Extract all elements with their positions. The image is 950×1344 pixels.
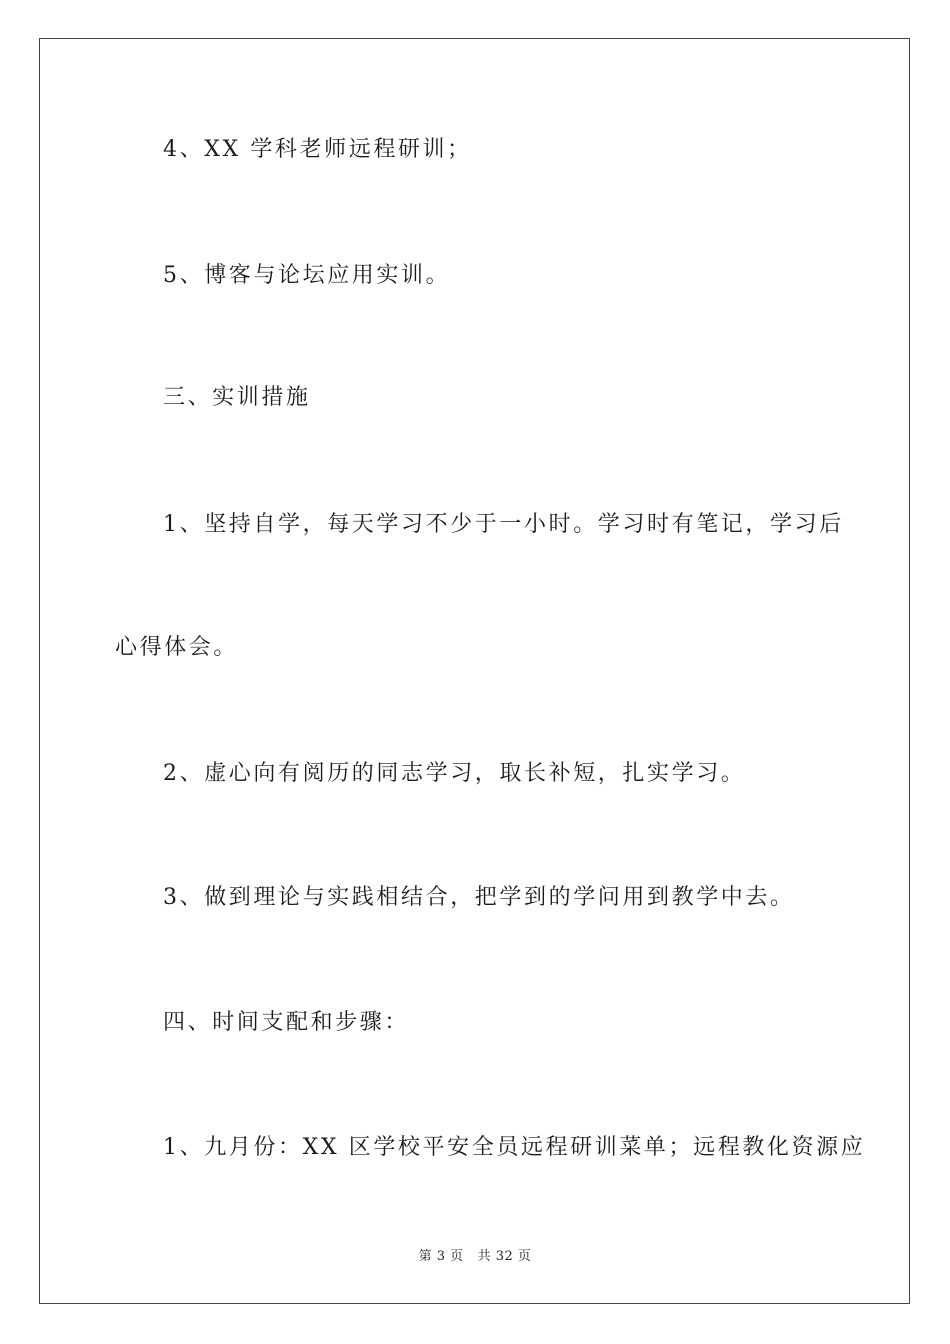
measure-item-3: 3、做到理论与实践相结合，把学到的学问用到教学中去。 (163, 885, 795, 910)
measure-item-1-line-1: 1、坚持自学，每天学习不少于一小时。学习时有笔记，学习后 (163, 512, 844, 537)
section-heading-4: 四、时间支配和步骤： (163, 1010, 410, 1035)
page-footer (0, 1248, 950, 1266)
list-item-5: 5、博客与论坛应用实训。 (163, 263, 451, 288)
list-item-4: 4、XX 学科老师远程研训； (163, 137, 472, 162)
section-heading-3: 三、实训措施 (163, 385, 311, 410)
page-number: 第 3 页 (418, 1249, 464, 1264)
measure-item-1-line-2: 心得体会。 (115, 635, 239, 660)
page-total: 共 32 页 (477, 1249, 532, 1264)
page-frame (39, 38, 910, 1304)
schedule-item-1: 1、九月份：XX 区学校平安全员远程研训菜单；远程教化资源应 (163, 1135, 866, 1160)
measure-item-2: 2、虚心向有阅历的同志学习，取长补短，扎实学习。 (163, 761, 746, 786)
